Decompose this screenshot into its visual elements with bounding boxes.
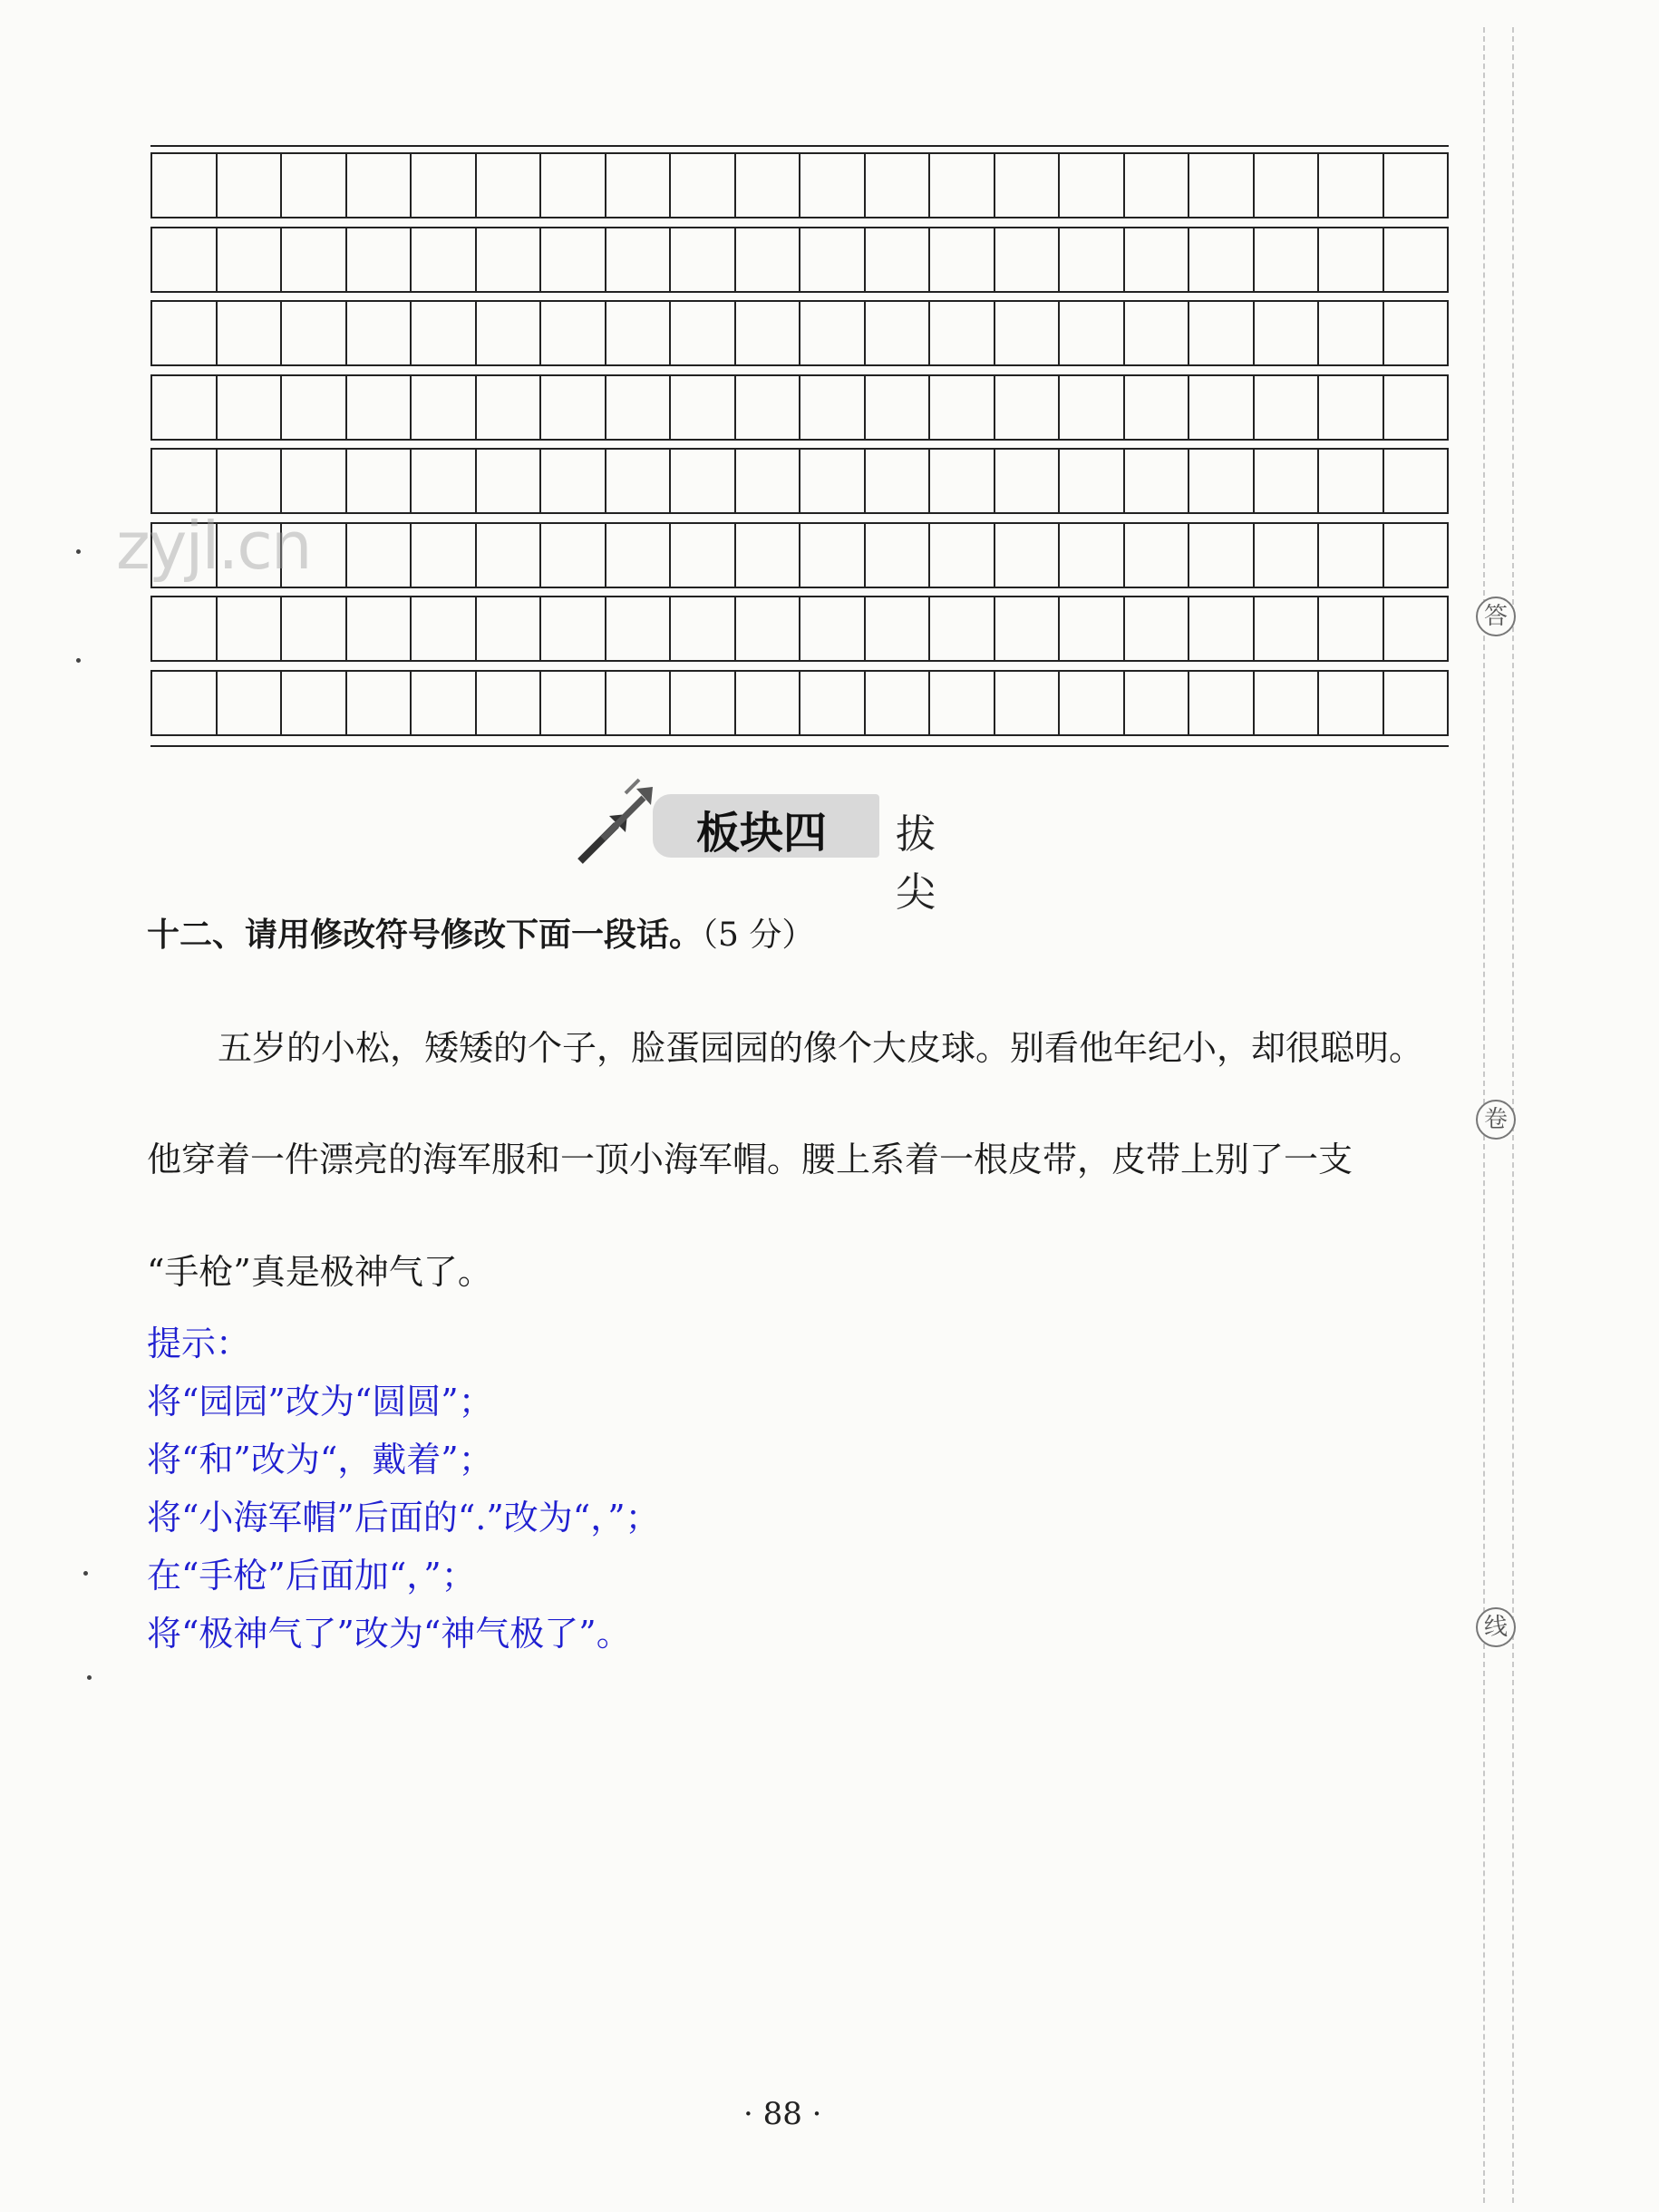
grid-cell[interactable] [412,302,477,364]
grid-row [150,448,1449,514]
grid-cell[interactable] [736,524,801,587]
grid-cell[interactable] [477,228,542,291]
grid-cell[interactable] [1319,672,1384,734]
grid-cell[interactable] [606,597,672,660]
grid-cell[interactable] [1384,154,1448,217]
grid-cell[interactable] [671,597,736,660]
grid-cell[interactable] [477,524,542,587]
grid-cell[interactable] [282,672,347,734]
grid-cell[interactable] [218,672,283,734]
grid-cell[interactable] [477,154,542,217]
hint-item: 在“手枪”后面加“，”； [147,1556,476,1596]
grid-cell[interactable] [736,597,801,660]
grid-cell[interactable] [736,376,801,439]
grid-cell[interactable] [606,302,672,364]
section-title: 板块四 [696,808,828,859]
grid-cell[interactable] [412,672,477,734]
grid-cell[interactable] [1384,597,1448,660]
grid-row [150,227,1449,293]
grid-cell[interactable] [1319,597,1384,660]
grid-cell[interactable] [736,154,801,217]
grid-cell[interactable] [1125,524,1190,587]
grid-cell[interactable] [1125,302,1190,364]
grid-cell[interactable] [1189,228,1255,291]
speck [76,658,81,663]
grid-cell[interactable] [800,302,866,364]
grid-cell[interactable] [541,228,606,291]
grid-cell[interactable] [1319,228,1384,291]
grid-cell[interactable] [1384,228,1448,291]
grid-cell[interactable] [282,228,347,291]
grid-cell[interactable] [1189,672,1255,734]
section-banner [562,771,1052,916]
grid-cell[interactable] [930,302,995,364]
grid-cell[interactable] [671,376,736,439]
grid-cell[interactable] [800,450,866,512]
grid-cell[interactable] [152,302,218,364]
grid-cell[interactable] [1189,597,1255,660]
grid-cell[interactable] [1255,376,1320,439]
margin-char-icon: 卷 [1476,1100,1516,1140]
grid-cell[interactable] [1255,524,1320,587]
grid-cell[interactable] [866,302,931,364]
grid-row [150,522,1449,588]
arrows-icon [562,771,662,870]
grid-cell[interactable] [930,597,995,660]
grid-cell[interactable] [347,302,412,364]
grid-cell[interactable] [930,376,995,439]
passage-line-1: 五岁的小松，矮矮的个子，脸蛋园园的像个大皮球。别看他年纪小，却很聪明。 [218,1028,1424,1068]
grid-cell[interactable] [1189,302,1255,364]
grid-cell[interactable] [1060,597,1125,660]
grid-cell[interactable] [995,450,1061,512]
grid-cell[interactable] [541,302,606,364]
grid-cell[interactable] [152,154,218,217]
grid-cell[interactable] [606,524,672,587]
grid-cell[interactable] [412,450,477,512]
grid-cell[interactable] [282,597,347,660]
grid-cell[interactable] [866,597,931,660]
grid-cell[interactable] [1189,524,1255,587]
grid-cell[interactable] [1125,450,1190,512]
grid-cell[interactable] [800,597,866,660]
grid-cell[interactable] [152,672,218,734]
hint-item: 将“和”改为“，戴着”； [147,1440,493,1480]
hint-item: 将“极神气了”改为“神气极了”。 [147,1614,631,1654]
grid-row [150,596,1449,662]
passage-line-2: 他穿着一件漂亮的海军服和一顶小海军帽。腰上系着一根皮带，皮带上别了一支 [147,1140,1353,1179]
grid-cell[interactable] [218,597,283,660]
grid-cell[interactable] [1060,228,1125,291]
grid-cell[interactable] [1189,376,1255,439]
question-text: 十二、请用修改符号修改下面一段话。 [147,917,703,954]
grid-cell[interactable] [930,524,995,587]
grid-cell[interactable] [1319,376,1384,439]
grid-cell[interactable] [1060,672,1125,734]
grid-cell[interactable] [1255,672,1320,734]
grid-cell[interactable] [1319,450,1384,512]
grid-cell[interactable] [347,154,412,217]
grid-cell[interactable] [282,376,347,439]
grid-cell[interactable] [477,302,542,364]
grid-cell[interactable] [995,302,1061,364]
grid-cell[interactable] [995,376,1061,439]
margin-char-icon: 线 [1476,1607,1516,1647]
grid-cell[interactable] [1125,228,1190,291]
grid-row [150,670,1449,736]
speck [87,1675,92,1680]
grid-cell[interactable] [347,524,412,587]
grid-cell[interactable] [671,228,736,291]
grid-cell[interactable] [347,672,412,734]
grid-cell[interactable] [995,672,1061,734]
grid-cell[interactable] [1255,597,1320,660]
grid-cell[interactable] [1255,302,1320,364]
grid-cell[interactable] [671,672,736,734]
hint-item: 将“小海军帽”后面的“.”改为“，”； [147,1498,660,1538]
margin-char-icon: 答 [1476,597,1516,636]
grid-cell[interactable] [866,450,931,512]
grid-cell[interactable] [152,450,218,512]
grid-cell[interactable] [800,228,866,291]
grid-cell[interactable] [1125,376,1190,439]
grid-cell[interactable] [541,672,606,734]
grid-cell[interactable] [218,154,283,217]
grid-cell[interactable] [1384,302,1448,364]
grid-cell[interactable] [347,597,412,660]
grid-cell[interactable] [477,672,542,734]
grid-cell[interactable] [736,228,801,291]
grid-cell[interactable] [218,228,283,291]
grid-cell[interactable] [412,228,477,291]
grid-cell[interactable] [1060,302,1125,364]
grid-cell[interactable] [866,524,931,587]
grid-cell[interactable] [218,302,283,364]
grid-cell[interactable] [1384,524,1448,587]
grid-cell[interactable] [866,672,931,734]
page-number: · 88 · [743,2096,822,2132]
grid-cell[interactable] [152,597,218,660]
grid-cell[interactable] [477,450,542,512]
grid-cell[interactable] [412,597,477,660]
hint-item: 将“园园”改为“圆圆”； [147,1382,493,1421]
grid-cell[interactable] [1319,524,1384,587]
grid-cell[interactable] [1125,597,1190,660]
grid-cell[interactable] [1060,376,1125,439]
grid-cell[interactable] [1060,154,1125,217]
grid-cell[interactable] [1060,524,1125,587]
grid-cell[interactable] [477,376,542,439]
grid-cell[interactable] [541,524,606,587]
grid-cell[interactable] [606,376,672,439]
grid-cell[interactable] [152,376,218,439]
grid-cell[interactable] [995,597,1061,660]
grid-cell[interactable] [671,154,736,217]
grid-cell[interactable] [866,376,931,439]
grid-cell[interactable] [866,154,931,217]
grid-cell[interactable] [606,228,672,291]
grid-cell[interactable] [282,450,347,512]
grid-cell[interactable] [800,672,866,734]
grid-cell[interactable] [1384,450,1448,512]
grid-cell[interactable] [1060,450,1125,512]
grid-cell[interactable] [282,302,347,364]
grid-cell[interactable] [671,302,736,364]
grid-cell[interactable] [1189,154,1255,217]
grid-cell[interactable] [1384,376,1448,439]
grid-row [150,300,1449,366]
question-heading [147,909,814,956]
grid-cell[interactable] [995,154,1061,217]
grid-cell[interactable] [282,154,347,217]
grid-cell[interactable] [152,228,218,291]
grid-cell[interactable] [606,154,672,217]
grid-row [150,374,1449,441]
grid-cell[interactable] [736,302,801,364]
grid-cell[interactable] [218,450,283,512]
grid-cell[interactable] [412,376,477,439]
grid-cell[interactable] [606,450,672,512]
passage-line-3: “手枪”真是极神气了。 [147,1252,492,1292]
grid-cell[interactable] [1255,450,1320,512]
grid-cell[interactable] [1189,450,1255,512]
grid-cell[interactable] [541,597,606,660]
grid-cell[interactable] [800,376,866,439]
writing-grid [150,145,1449,747]
grid-cell[interactable] [866,228,931,291]
grid-cell[interactable] [541,376,606,439]
speck [76,549,81,554]
grid-cell[interactable] [995,524,1061,587]
grid-cell[interactable] [606,672,672,734]
grid-cell[interactable] [347,376,412,439]
watermark: zyjl.cn [116,508,311,584]
grid-cell[interactable] [412,154,477,217]
grid-cell[interactable] [736,672,801,734]
grid-cell[interactable] [1319,302,1384,364]
grid-cell[interactable] [541,450,606,512]
grid-cell[interactable] [995,228,1061,291]
grid-cell[interactable] [412,524,477,587]
grid-cell[interactable] [1319,154,1384,217]
hint-block [147,1315,660,1663]
speck [83,1571,88,1576]
grid-cell[interactable] [1255,228,1320,291]
grid-cell[interactable] [930,228,995,291]
section-subtitle: 拔尖 [896,811,975,916]
grid-cell[interactable] [541,154,606,217]
grid-cell[interactable] [1384,672,1448,734]
grid-cell[interactable] [218,376,283,439]
grid-cell[interactable] [736,450,801,512]
grid-cell[interactable] [347,228,412,291]
hint-label: 提示： [147,1324,251,1363]
question-score: （5 分） [702,917,815,954]
grid-cell[interactable] [930,450,995,512]
grid-cell[interactable] [1255,154,1320,217]
grid-cell[interactable] [671,524,736,587]
grid-row [150,152,1449,218]
grid-cell[interactable] [1125,672,1190,734]
grid-cell[interactable] [477,597,542,660]
grid-cell[interactable] [347,450,412,512]
grid-cell[interactable] [930,154,995,217]
grid-cell[interactable] [930,672,995,734]
grid-cell[interactable] [1125,154,1190,217]
grid-cell[interactable] [800,154,866,217]
grid-cell[interactable] [800,524,866,587]
grid-cell[interactable] [671,450,736,512]
